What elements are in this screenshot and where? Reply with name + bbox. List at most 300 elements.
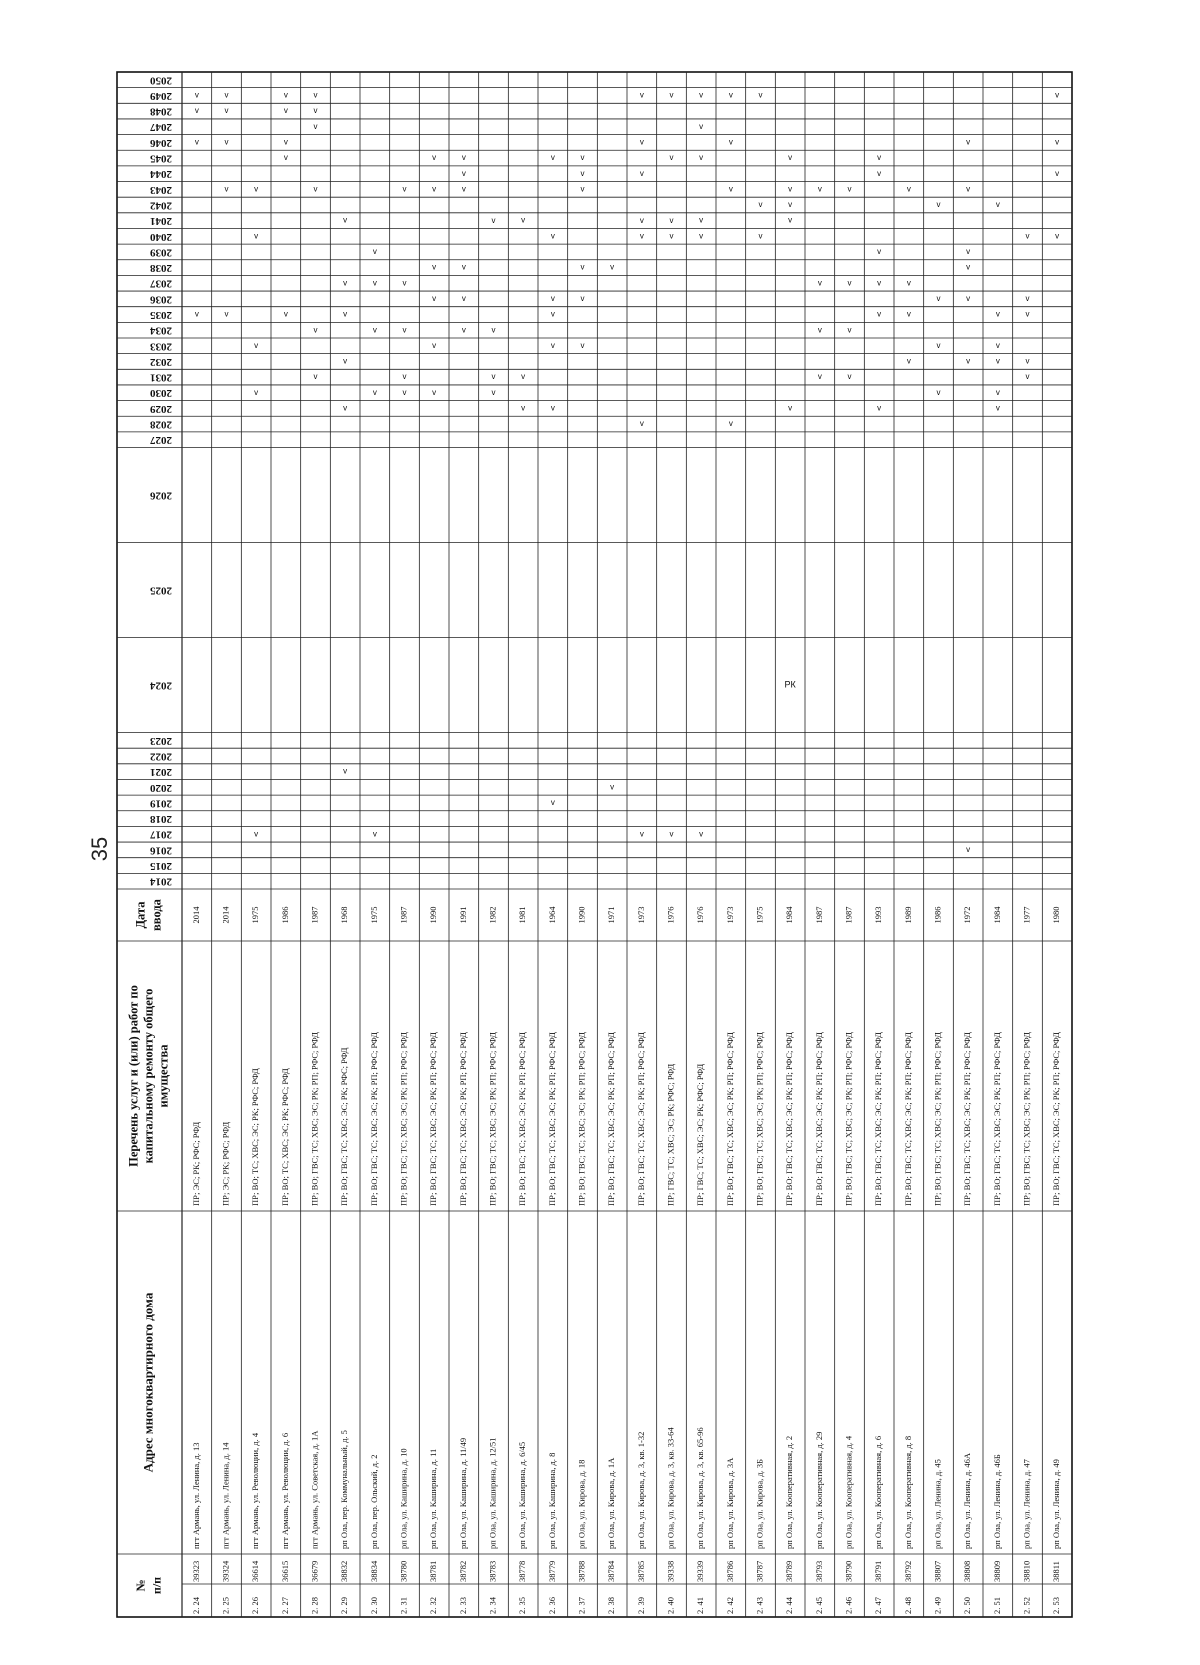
cell-year-mark: v xyxy=(461,325,466,335)
header-year: 2044 xyxy=(150,168,172,181)
cell-address: рп Ола, ул. Кооперативная, д. 2 xyxy=(784,1435,795,1549)
cell-year-mark: v xyxy=(343,356,348,366)
cell-year-mark: v xyxy=(699,829,704,839)
cell-house-id: 38832 xyxy=(339,1560,350,1582)
cell-year-mark: v xyxy=(372,278,377,288)
cell-year-mark: v xyxy=(254,184,259,194)
cell-year-mark: v xyxy=(313,372,318,382)
cell-house-id: 38811 xyxy=(1051,1561,1062,1582)
cell-year-mark: v xyxy=(669,215,674,225)
cell-address: пгт Армань, ул. Ленина, д. 13 xyxy=(190,1442,201,1549)
cell-year-mark: v xyxy=(194,137,199,147)
cell-year-mark: v xyxy=(521,215,526,225)
header-year: 2024 xyxy=(150,679,172,692)
cell-address: рп Ола, ул. Кирова, д. 3, кв. 33-64 xyxy=(665,1427,676,1549)
cell-date: 1990 xyxy=(428,906,439,924)
cell-house-id: 38785 xyxy=(635,1560,646,1582)
cell-year-mark: v xyxy=(847,278,852,288)
header-year: 2021 xyxy=(150,766,172,779)
page-number: 35 xyxy=(87,836,112,862)
cell-year-mark: v xyxy=(639,137,644,147)
cell-year-mark: v xyxy=(639,90,644,100)
cell-year-mark: v xyxy=(402,184,407,194)
cell-year-mark: v xyxy=(847,372,852,382)
cell-row-number: 2. 50 xyxy=(962,1597,973,1614)
cell-house-id: 38790 xyxy=(843,1560,854,1582)
cell-year-mark: v xyxy=(936,200,941,210)
cell-year-mark: v xyxy=(639,231,644,241)
cell-address: рп Ола, ул. Ленина, д. 49 xyxy=(1051,1459,1062,1549)
cell-works: ПР; ВО; ГВС; ТС; ХВС; ЭС; РК; РП; РФС; РФД xyxy=(635,1032,646,1206)
cell-works: ПР; ВО; ГВС; ТС; ХВС; ЭС; РК; РП; РФС; РФД xyxy=(754,1032,765,1206)
cell-date: 2014 xyxy=(220,906,231,924)
cell-works: ПР; ВО; ТС; ХВС; ЭС; РК; РФС; РФД xyxy=(250,1068,261,1206)
cell-year-mark: v xyxy=(432,387,437,397)
cell-house-id: 38786 xyxy=(724,1560,735,1582)
cell-year-mark: v xyxy=(283,90,288,100)
cell-year-mark: v xyxy=(788,153,793,163)
cell-works: ПР; ВО; ГВС; ТС; ХВС; ЭС; РК; РФС; РФД xyxy=(339,1047,350,1206)
cell-year-mark: v xyxy=(877,278,882,288)
cell-row-number: 2. 27 xyxy=(279,1597,290,1614)
header-year: 2046 xyxy=(150,136,172,149)
cell-year-mark: v xyxy=(817,325,822,335)
cell-year-mark: v xyxy=(372,829,377,839)
cell-year-mark: v xyxy=(580,262,585,272)
cell-year-mark: v xyxy=(758,200,763,210)
cell-year-mark: v xyxy=(847,325,852,335)
cell-row-number: 2. 33 xyxy=(457,1597,468,1614)
cell-works: ПР; ВО; ГВС; ТС; ХВС; ЭС; РК; РП; РФС; РФД xyxy=(517,1032,528,1206)
cell-row-number: 2. 41 xyxy=(695,1597,706,1614)
cell-row-number: 2. 26 xyxy=(250,1597,261,1614)
cell-year-mark: v xyxy=(1025,309,1030,319)
cell-date: 1975 xyxy=(368,906,379,924)
header-date: ввода xyxy=(149,899,164,931)
cell-address: рп Ола, пер. Коммунальный, д. 5 xyxy=(339,1430,350,1549)
cell-works: ПР; ВО; ГВС; ТС; ХВС; ЭС; РК; РП; РФС; РФД xyxy=(991,1032,1002,1206)
cell-year-mark: v xyxy=(728,90,733,100)
cell-address: рп Ола, ул. Кооперативная, д. 29 xyxy=(813,1431,824,1549)
cell-year-mark: v xyxy=(758,90,763,100)
cell-year-mark: v xyxy=(491,372,496,382)
cell-address: рп Ола, ул. Ленина, д. 46А xyxy=(962,1452,973,1549)
cell-year-mark: v xyxy=(877,247,882,257)
cell-row-number: 2. 46 xyxy=(843,1597,854,1614)
cell-date: 1989 xyxy=(902,906,913,924)
header-year: 2039 xyxy=(150,246,172,259)
header-works: Перечень услуг и (или) работ по xyxy=(126,985,141,1167)
cell-year-mark: v xyxy=(343,278,348,288)
cell-address: рп Ола, ул. Каширина, д. 12/51 xyxy=(487,1437,498,1549)
cell-year-mark: v xyxy=(639,215,644,225)
cell-date: 1991 xyxy=(457,906,468,924)
cell-year-mark: v xyxy=(847,184,852,194)
cell-year-mark: v xyxy=(788,200,793,210)
cell-year-mark: v xyxy=(313,90,318,100)
cell-year-mark: v xyxy=(550,293,555,303)
cell-year-mark: v xyxy=(906,356,911,366)
cell-address: пгт Армань, ул. Советская, д. 1А xyxy=(309,1430,320,1549)
header-year: 2014 xyxy=(150,875,172,888)
cell-year-mark: v xyxy=(669,153,674,163)
cell-year-mark: v xyxy=(906,184,911,194)
cell-year-mark: v xyxy=(728,419,733,429)
cell-address: рп Ола, ул. Кирова, д. 3А xyxy=(724,1457,735,1549)
cell-works: ПР; ВО; ГВС; ТС; ХВС; ЭС; РК; РП; РФС; РФД xyxy=(873,1032,884,1206)
cell-row-number: 2. 30 xyxy=(368,1597,379,1614)
cell-works: ПР; ВО; ГВС; ТС; ХВС; ЭС; РК; РП; РФС; РФД xyxy=(902,1032,913,1206)
cell-works: ПР; ВО; ГВС; ТС; ХВС; ЭС; РК; РП; РФС; РФД xyxy=(576,1032,587,1206)
cell-house-id: 38808 xyxy=(962,1560,973,1582)
cell-house-id: 38787 xyxy=(754,1560,765,1582)
cell-year-mark: v xyxy=(758,231,763,241)
cell-year-mark: v xyxy=(699,121,704,131)
cell-year-mark: v xyxy=(669,90,674,100)
header-year: 2025 xyxy=(150,584,172,597)
cell-works: ПР; ВО; ГВС; ТС; ХВС; ЭС; РК; РП; РФС; РФД xyxy=(398,1032,409,1206)
cell-year-mark: v xyxy=(1055,168,1060,178)
cell-works: ПР; ГВС; ТС; ХВС; ЭС; РК; РФС; РФД xyxy=(695,1063,706,1206)
cell-address: рп Ола, ул. Каширина, д. 8 xyxy=(546,1452,557,1549)
cell-address: рп Ола, ул. Ленина, д. 46Б xyxy=(991,1454,1002,1549)
cell-year-mark: v xyxy=(699,90,704,100)
cell-date: 1977 xyxy=(1021,906,1032,924)
cell-works: ПР; ВО; ГВС; ТС; ХВС; ЭС; РК; РП; РФС; РФД xyxy=(784,1032,795,1206)
header-num: п/п xyxy=(149,1576,164,1595)
cell-house-id: 38779 xyxy=(546,1560,557,1582)
cell-house-id: 39323 xyxy=(190,1560,201,1582)
cell-year-mark: v xyxy=(550,309,555,319)
cell-works: ПР; ВО; ГВС; ТС; ХВС; ЭС; РК; РП; РФС; РФД xyxy=(724,1032,735,1206)
cell-year-mark: v xyxy=(254,340,259,350)
cell-year-mark: v xyxy=(995,340,1000,350)
cell-year-mark: v xyxy=(283,106,288,116)
cell-year-mark: v xyxy=(283,153,288,163)
cell-house-id: 38809 xyxy=(991,1560,1002,1582)
cell-year-mark: v xyxy=(313,106,318,116)
cell-year-mark: v xyxy=(610,782,615,792)
cell-year-mark: v xyxy=(906,309,911,319)
header-works: капитальному ремонту общего xyxy=(141,988,156,1164)
cell-date: 1987 xyxy=(813,906,824,924)
cell-row-number: 2. 42 xyxy=(724,1597,735,1614)
header-year: 2036 xyxy=(150,293,172,306)
cell-works: ПР; ВО; ГВС; ТС; ХВС; ЭС; РК; РП; РФС; РФД xyxy=(843,1032,854,1206)
cell-row-number: 2. 52 xyxy=(1021,1597,1032,1614)
cell-house-id: 39339 xyxy=(695,1560,706,1582)
cell-year-mark: v xyxy=(550,403,555,413)
cell-year-mark: v xyxy=(432,153,437,163)
cell-year-mark: v xyxy=(402,325,407,335)
cell-year-mark: v xyxy=(580,153,585,163)
cell-address: рп Ола, ул. Ленина, д. 45 xyxy=(932,1459,943,1549)
header-year: 2041 xyxy=(150,215,172,228)
cell-year-mark: v xyxy=(432,184,437,194)
cell-year-mark: v xyxy=(1055,231,1060,241)
cell-year-mark: v xyxy=(402,372,407,382)
cell-year-mark: v xyxy=(461,293,466,303)
cell-year-mark: v xyxy=(995,309,1000,319)
cell-address: рп Ола, ул. Кооперативная, д. 8 xyxy=(902,1435,913,1549)
cell-address: рп Ола, ул. Кирова, д. 3Б xyxy=(754,1458,765,1549)
cell-year-mark: v xyxy=(224,309,229,319)
cell-year-mark: v xyxy=(1055,90,1060,100)
cell-row-number: 2. 40 xyxy=(665,1597,676,1614)
cell-row-number: 2. 24 xyxy=(190,1597,201,1614)
cell-year-mark: v xyxy=(995,403,1000,413)
header-year: 2016 xyxy=(150,844,172,857)
cell-row-number: 2. 39 xyxy=(635,1597,646,1614)
cell-year-mark: v xyxy=(906,278,911,288)
cell-address: рп Ола, ул. Каширина, д. 11 xyxy=(428,1448,439,1549)
cell-works: ПР; ВО; ГВС; ТС; ХВС; ЭС; РК; РП; РФС; РФД xyxy=(546,1032,557,1206)
header-year: 2040 xyxy=(150,230,172,243)
cell-year-mark: v xyxy=(580,293,585,303)
cell-row-number: 2. 25 xyxy=(220,1597,231,1614)
cell-row-number: 2. 44 xyxy=(784,1597,795,1614)
cell-year-mark: v xyxy=(669,231,674,241)
cell-address: рп Ола, ул. Кирова, д. 3, кв. 65-96 xyxy=(695,1427,706,1549)
cell-year-mark: v xyxy=(343,766,348,776)
cell-year-mark: v xyxy=(877,168,882,178)
table-rotated-group xyxy=(117,72,1072,1617)
cell-date: 1987 xyxy=(398,906,409,924)
cell-year-mark: v xyxy=(313,121,318,131)
cell-year-mark: v xyxy=(491,215,496,225)
cell-row-number: 2. 47 xyxy=(873,1597,884,1614)
cell-year-mark: v xyxy=(610,262,615,272)
table-border xyxy=(117,72,1072,1617)
cell-date: 1973 xyxy=(724,906,735,924)
cell-year-mark: v xyxy=(194,90,199,100)
cell-house-id: 38789 xyxy=(784,1560,795,1582)
header-year: 2019 xyxy=(150,797,172,810)
cell-works: ПР; ВО; ГВС; ТС; ХВС; ЭС; РК; РП; РФС; РФД xyxy=(309,1032,320,1206)
cell-year-mark: v xyxy=(699,231,704,241)
cell-works: ПР; ВО; ГВС; ТС; ХВС; ЭС; РК; РП; РФС; РФД xyxy=(1021,1032,1032,1206)
cell-year-mark: v xyxy=(817,372,822,382)
cell-house-id: 38780 xyxy=(398,1560,409,1582)
cell-date: 1987 xyxy=(309,906,320,924)
cell-row-number: 2. 29 xyxy=(339,1597,350,1614)
cell-year-mark: v xyxy=(966,247,971,257)
cell-year-mark: v xyxy=(194,309,199,319)
header-year: 2015 xyxy=(150,859,172,872)
cell-date: 1990 xyxy=(576,906,587,924)
cell-date: 1971 xyxy=(606,906,617,924)
cell-date: 1984 xyxy=(991,906,1002,924)
cell-house-id: 38834 xyxy=(368,1560,379,1582)
cell-works: ПР; ВО; ГВС; ТС; ХВС; ЭС; РК; РП; РФС; РФД xyxy=(1051,1032,1062,1206)
cell-year-mark: v xyxy=(283,309,288,319)
cell-year-mark: v xyxy=(995,200,1000,210)
cell-year-mark: v xyxy=(372,247,377,257)
cell-house-id: 38791 xyxy=(873,1560,884,1582)
cell-year-mark: v xyxy=(521,372,526,382)
cell-year-mark: v xyxy=(877,153,882,163)
cell-address: пгт Армань, ул. Революции, д. 4 xyxy=(250,1432,261,1549)
cell-date: 1976 xyxy=(665,906,676,924)
header-date: Дата xyxy=(133,901,148,929)
cell-year-mark: v xyxy=(224,137,229,147)
cell-works: ПР; ВО; ГВС; ТС; ХВС; ЭС; РК; РП; РФС; РФД xyxy=(368,1032,379,1206)
header-year: 2049 xyxy=(150,89,172,102)
header-year: 2027 xyxy=(150,434,172,447)
cell-house-id: 38783 xyxy=(487,1560,498,1582)
header-year: 2020 xyxy=(150,781,172,794)
header-year: 2047 xyxy=(150,121,172,134)
cell-year-mark: v xyxy=(254,829,259,839)
cell-works: ПР; ЭС; РК; РФС; РФД xyxy=(190,1121,201,1206)
cell-date: 1973 xyxy=(635,906,646,924)
cell-row-number: 2. 53 xyxy=(1051,1597,1062,1614)
cell-year-mark: v xyxy=(550,340,555,350)
cell-year-mark: v xyxy=(372,325,377,335)
cell-year-mark: v xyxy=(936,387,941,397)
cell-row-number: 2. 51 xyxy=(991,1597,1002,1614)
header-year: 2032 xyxy=(150,355,172,368)
header-year: 2029 xyxy=(150,402,172,415)
cell-year-mark: v xyxy=(788,403,793,413)
cell-year-mark: v xyxy=(550,231,555,241)
cell-year-mark: v xyxy=(372,387,377,397)
header-year: 2026 xyxy=(150,489,172,502)
cell-year-mark: v xyxy=(1025,293,1030,303)
cell-date: 1982 xyxy=(487,906,498,924)
cell-year-mark: v xyxy=(580,168,585,178)
cell-year-mark: v xyxy=(550,798,555,808)
cell-row-number: 2. 31 xyxy=(398,1597,409,1614)
cell-year-mark: v xyxy=(461,168,466,178)
cell-house-id: 36614 xyxy=(250,1560,261,1582)
header-works: имущества xyxy=(156,1044,171,1108)
cell-year-mark: v xyxy=(432,340,437,350)
cell-year-mark: v xyxy=(728,137,733,147)
cell-date: 1972 xyxy=(962,906,973,924)
cell-address: рп Ола, ул. Каширина, д. 6/45 xyxy=(517,1441,528,1549)
cell-row-number: 2. 38 xyxy=(606,1597,617,1614)
cell-address: рп Ола, пер. Ольский, д. 2 xyxy=(368,1454,379,1549)
cell-year-mark: v xyxy=(817,184,822,194)
cell-row-number: 2. 36 xyxy=(546,1597,557,1614)
cell-year-mark: v xyxy=(728,184,733,194)
cell-year-mark: v xyxy=(966,137,971,147)
header-address: Адрес многоквартирного дома xyxy=(140,1292,156,1473)
cell-works: ПР; ГВС; ТС; ХВС; ЭС; РК; РФС; РФД xyxy=(665,1063,676,1206)
cell-date: 1984 xyxy=(784,906,795,924)
cell-address: рп Ола, ул. Каширина, д. 10 xyxy=(398,1448,409,1549)
cell-address: рп Ола, ул. Кооперативная, д. 6 xyxy=(873,1435,884,1549)
header-year: 2035 xyxy=(150,308,172,321)
cell-year-mark: v xyxy=(966,262,971,272)
cell-year-mark: v xyxy=(1025,231,1030,241)
cell-year-mark: v xyxy=(254,231,259,241)
cell-date: 2014 xyxy=(190,906,201,924)
cell-row-number: 2. 35 xyxy=(517,1597,528,1614)
cell-year-mark: v xyxy=(995,387,1000,397)
cell-address: рп Ола, ул. Ленина, д. 47 xyxy=(1021,1459,1032,1549)
cell-year-mark: v xyxy=(313,184,318,194)
header-year: 2043 xyxy=(150,183,172,196)
header-year: 2034 xyxy=(150,324,172,337)
cell-year-mark: v xyxy=(461,184,466,194)
cell-year-mark: v xyxy=(995,356,1000,366)
header-year: 2018 xyxy=(150,813,172,826)
cell-house-id: 38782 xyxy=(457,1560,468,1582)
cell-year-mark: v xyxy=(550,153,555,163)
cell-row-number: 2. 32 xyxy=(428,1597,439,1614)
cell-year-mark: v xyxy=(877,309,882,319)
cell-year-mark: v xyxy=(966,844,971,854)
cell-year-mark: v xyxy=(521,403,526,413)
cell-house-id: 38788 xyxy=(576,1560,587,1582)
cell-date: 1975 xyxy=(250,906,261,924)
cell-row-number: 2. 48 xyxy=(902,1597,913,1614)
cell-date: 1980 xyxy=(1051,906,1062,924)
cell-house-id: 38793 xyxy=(813,1560,824,1582)
cell-year-mark: v xyxy=(402,278,407,288)
cell-year-mark: v xyxy=(343,403,348,413)
cell-date: 1968 xyxy=(339,906,350,924)
cell-year-mark: v xyxy=(313,325,318,335)
cell-year-mark: v xyxy=(1025,356,1030,366)
cell-year-mark: v xyxy=(194,106,199,116)
cell-year-mark: v xyxy=(461,262,466,272)
cell-house-id: 38784 xyxy=(606,1560,617,1582)
cell-year-mark: v xyxy=(491,325,496,335)
cell-address: пгт Армань, ул. Ленина, д. 14 xyxy=(220,1442,231,1549)
header-num: № xyxy=(133,1579,148,1592)
cell-year-mark: v xyxy=(936,293,941,303)
header-year: 2023 xyxy=(150,734,172,747)
header-year: 2028 xyxy=(150,418,172,431)
cell-year-mark: v xyxy=(788,215,793,225)
cell-row-number: 2. 49 xyxy=(932,1597,943,1614)
cell-year-mark: v xyxy=(699,215,704,225)
cell-row-number: 2. 37 xyxy=(576,1597,587,1614)
cell-year-mark: v xyxy=(491,387,496,397)
cell-address: пгт Армань, ул. Революции, д. 6 xyxy=(279,1432,290,1549)
cell-row-number: 2. 45 xyxy=(813,1597,824,1614)
cell-year-mark: v xyxy=(343,309,348,319)
cell-year-mark: v xyxy=(966,184,971,194)
header-year: 2037 xyxy=(150,277,172,290)
cell-address: рп Ола, ул. Кирова, д. 18 xyxy=(576,1459,587,1549)
header-year: 2033 xyxy=(150,340,172,353)
header-year: 2042 xyxy=(150,199,172,212)
cell-house-id: 38810 xyxy=(1021,1560,1032,1582)
cell-row-number: 2. 28 xyxy=(309,1597,320,1614)
cell-date: 1993 xyxy=(873,906,884,924)
cell-year-mark: v xyxy=(580,340,585,350)
cell-date: 1975 xyxy=(754,906,765,924)
cell-date: 1976 xyxy=(695,906,706,924)
header-year: 2030 xyxy=(150,387,172,400)
cell-house-id: 38792 xyxy=(902,1560,913,1582)
cell-works: ПР; ВО; ГВС; ТС; ХВС; ЭС; РК; РП; РФС; РФД xyxy=(813,1032,824,1206)
cell-address: рп Ола, ул. Каширина, д. 11/49 xyxy=(457,1437,468,1549)
cell-year-mark: v xyxy=(639,829,644,839)
cell-year-mark: v xyxy=(224,90,229,100)
cell-year-mark: v xyxy=(1055,137,1060,147)
cell-house-id: 38781 xyxy=(428,1560,439,1582)
header-year: 2050 xyxy=(150,74,172,87)
cell-year-mark: v xyxy=(639,419,644,429)
cell-year-mark: v xyxy=(580,184,585,194)
cell-house-id: 39338 xyxy=(665,1560,676,1582)
cell-year-mark: v xyxy=(402,387,407,397)
